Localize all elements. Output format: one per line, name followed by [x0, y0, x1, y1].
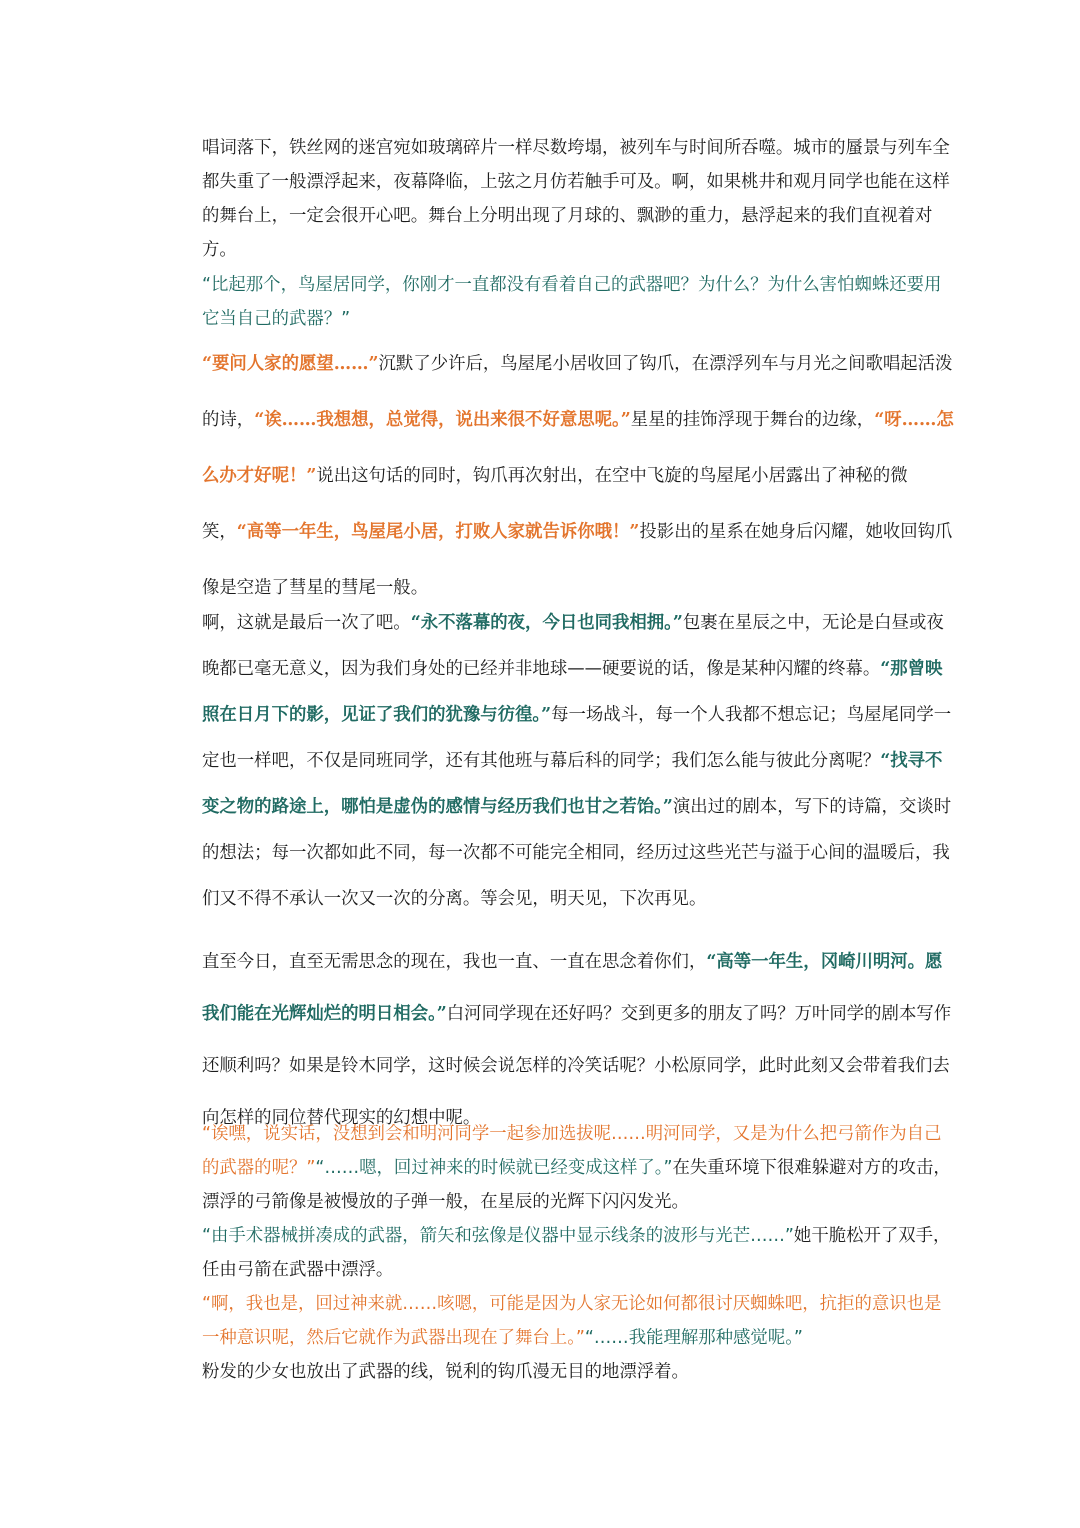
- paragraph-2: [164, 268, 958, 336]
- dialogue-text: “……我能理解那种感觉呢。”: [584, 1328, 803, 1348]
- paragraph-9: [164, 1355, 958, 1389]
- narration-text: 粉发的少女也放出了武器的线，锐利的钩爪漫无目的地漂浮着。: [202, 1362, 689, 1382]
- narration-text: 啊，这就是最后一次了吧。: [202, 613, 411, 633]
- paragraph-3: [164, 336, 958, 616]
- dialogue-text: “呀……怎么办才好呢！”: [202, 410, 954, 486]
- narration-text: 每一场战斗，每一个人我都不想忘记；鸟屋尾同学一定也一样吧，不仅是同班同学，还有其他班与幕后科的同学；我们怎么能与彼此分离呢？: [202, 705, 952, 771]
- paragraph-4: [164, 600, 958, 922]
- dialogue-text: “……嗯，回过神来的时候就已经变成这样了。”: [315, 1158, 673, 1178]
- paragraph-1: [164, 131, 958, 267]
- dialogue-text: “高等一年生，鸟屋尾小居，打败人家就告诉你哦！”: [236, 522, 640, 542]
- dialogue-text: “要问人家的愿望……”: [202, 354, 379, 374]
- dialogue-text: “由手术器械拼凑成的武器，箭矢和弦像是仪器中显示线条的波形与光芒……”: [202, 1226, 794, 1246]
- paragraph-6: [164, 1117, 958, 1219]
- narration-text: 说出这句话的同时，钩爪再次射出，在空中飞旋的鸟屋尾小居露出了神秘的微笑，: [202, 466, 908, 542]
- dialogue-text: “永不落幕的夜，今日也同我相拥。”: [410, 613, 683, 633]
- narration-text: 在失重环境下很难躲避对方的攻击，漂浮的弓箭像是被慢放的子弹一般，在星辰的光辉下闪闪发光。: [202, 1158, 951, 1212]
- narration-text: 直至今日，直至无需思念的现在，我也一直、一直在思念着你们，: [202, 952, 707, 972]
- narration-text: 她干脆松开了双手，任由弓箭在武器中漂浮。: [202, 1226, 951, 1280]
- dialogue-text: “诶……我想想，总觉得，说出来很不好意思呢。”: [254, 410, 631, 430]
- dialogue-text: “比起那个，鸟屋居同学，你刚才一直都没有看着自己的武器吧？为什么？为什么害怕蜘蛛还要用它当自己的武器？”: [202, 275, 942, 329]
- dialogue-text: “那曾映照在日月下的影，见证了我们的犹豫与彷徨。”: [202, 659, 943, 725]
- narration-text: 包裹在星辰之中，无论是白昼或夜晚都已毫无意义，因为我们身处的已经并非地球——硬要说的话，像是某种闪耀的终幕。: [202, 613, 944, 679]
- dialogue-text: “啊，我也是，回过神来就……咳嗯，可能是因为人家无论如何都很讨厌蜘蛛吧，抗拒的意识也是一种意识呢，然后它就作为武器出现在了舞台上。”: [202, 1294, 942, 1348]
- narration-text: 白河同学现在还好吗？交到更多的朋友了吗？万叶同学的剧本写作还顺利吗？如果是铃木同学，这时候会说怎样的冷笑话呢？小松原同学，此时此刻又会带着我们去向怎样的同位替代现实的幻想中呢。: [202, 1004, 952, 1128]
- paragraph-5: [164, 936, 958, 1144]
- paragraph-8: [164, 1287, 958, 1355]
- narration-text: 星星的挂饰浮现于舞台的边缘，: [630, 410, 875, 430]
- dialogue-text: “找寻不变之物的路途上，哪怕是虚伪的感情与经历我们也甘之若饴。”: [202, 751, 943, 817]
- dialogue-text: “诶嘿，说实话，没想到会和明河同学一起参加选拔呢……明河同学，又是为什么把弓箭作为自己的武器的呢？”: [202, 1124, 942, 1178]
- narration-text: 投影出的星系在她身后闪耀，她收回钩爪像是空造了彗星的彗尾一般。: [202, 522, 953, 598]
- narration-text: 沉默了少许后，鸟屋尾小居收回了钩爪，在漂浮列车与月光之间歌唱起活泼的诗，: [202, 354, 953, 430]
- narration-text: 唱词落下，铁丝网的迷宫宛如玻璃碎片一样尽数垮塌，被列车与时间所吞噬。城市的蜃景与列车全都失重了一般漂浮起来，夜幕降临，上弦之月仿若触手可及。啊，如果桃井和观月同学也能在这样的舞台上，一定会很开心吧。舞台上分明出现了月球的、飘渺的重力，悬浮起来的我们直视着对方。: [202, 138, 950, 260]
- paragraph-7: [164, 1219, 958, 1287]
- narration-text: 演出过的剧本，写下的诗篇，交谈时的想法；每一次都如此不同，每一次都不可能完全相同，经历过这些光芒与溢于心间的温暖后，我们又不得不承认一次又一次的分离。等会见，明天见，下次再见。: [202, 797, 952, 909]
- dialogue-text: “高等一年生，冈崎川明河。愿我们能在光辉灿烂的明日相会。”: [202, 952, 943, 1024]
